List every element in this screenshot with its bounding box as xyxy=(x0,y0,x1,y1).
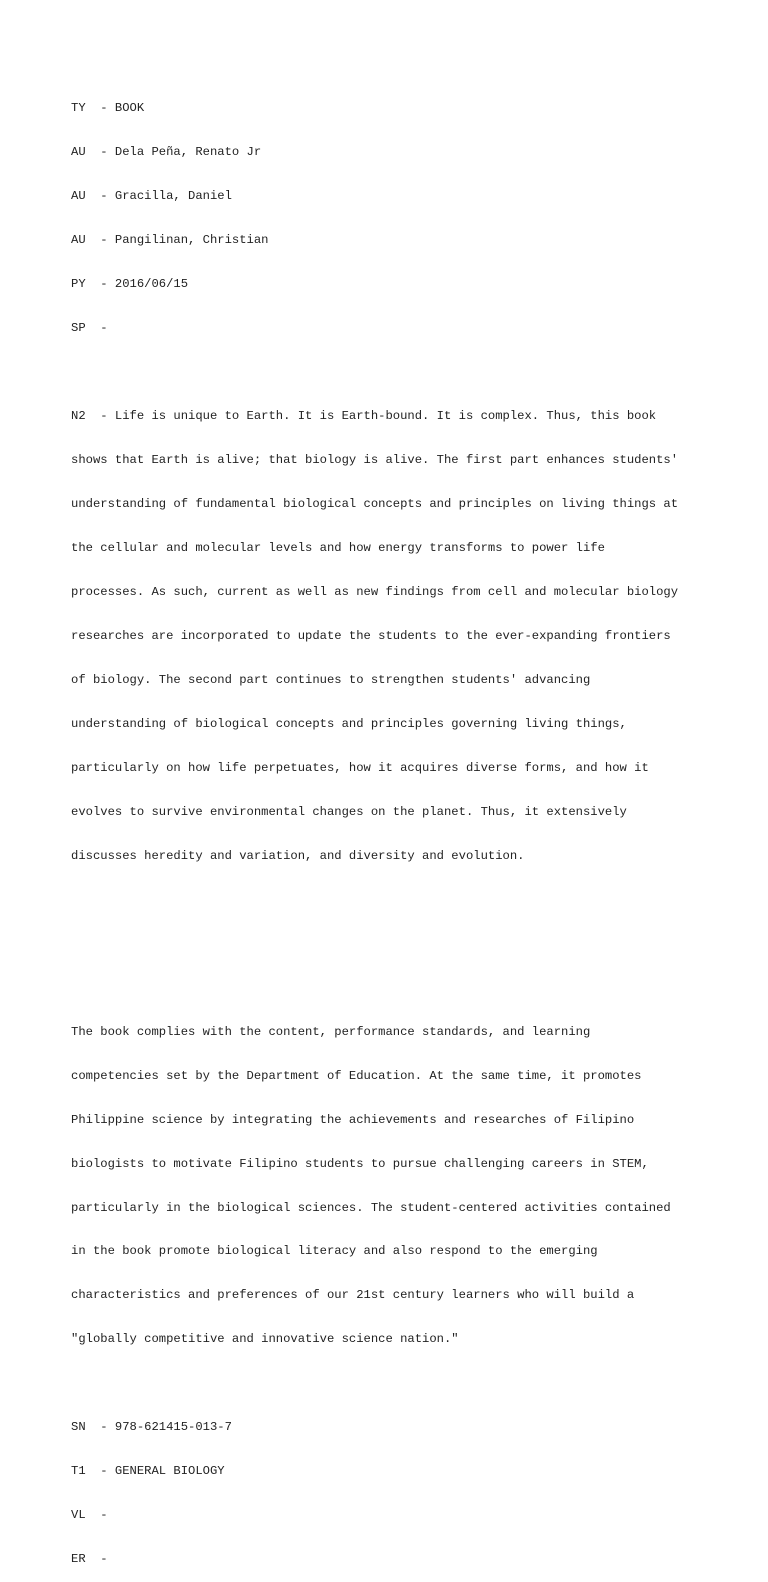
abstract-line: characteristics and preferences of our 21st century learners who will build a xyxy=(71,1288,635,1303)
author-line-2: AU - Gracilla, Daniel xyxy=(71,189,232,204)
author-line-1: AU - Dela Peña, Renato Jr xyxy=(71,145,262,160)
abstract-line: particularly on how life perpetuates, how it acquires diverse forms, and how it xyxy=(71,760,649,775)
abstract-line: of biology. The second part continues to strengthen students' advancing xyxy=(71,672,591,687)
paragraph-gap xyxy=(71,937,731,952)
ris-record xyxy=(71,72,731,1582)
abstract-line: discusses heredity and variation, and diversity and evolution. xyxy=(71,848,525,863)
title-line: T1 - GENERAL BIOLOGY xyxy=(71,1464,225,1479)
abstract-line: competencies set by the Department of Education. At the same time, it promotes xyxy=(71,1068,642,1083)
abstract-line: shows that Earth is alive; that biology is alive. The first part enhances students' xyxy=(71,453,679,468)
type-line: TY - BOOK xyxy=(71,101,145,116)
abstract-line: The book complies with the content, performance standards, and learning xyxy=(71,1024,591,1039)
abstract-line: biologists to motivate Filipino students to pursue challenging careers in STEM, xyxy=(71,1156,649,1171)
volume-line: VL - xyxy=(71,1508,115,1523)
abstract-line: N2 - Life is unique to Earth. It is Earth-bound. It is complex. Thus, this book xyxy=(71,409,657,424)
end-record-line: ER - xyxy=(71,1552,115,1567)
abstract-line: processes. As such, current as well as new findings from cell and molecular biology xyxy=(71,584,679,599)
abstract-paragraph-1 xyxy=(71,380,731,893)
abstract-line: Philippine science by integrating the achievements and researches of Filipino xyxy=(71,1112,635,1127)
abstract-line: particularly in the biological sciences. The student-centered activities contained xyxy=(71,1200,671,1215)
abstract-line: the cellular and molecular levels and how energy transforms to power life xyxy=(71,541,605,555)
abstract-line: understanding of biological concepts and principles governing living things, xyxy=(71,716,627,731)
abstract-line: understanding of fundamental biological concepts and principles on living things at xyxy=(71,497,679,512)
abstract-paragraph-2 xyxy=(71,995,731,1376)
abstract-line: in the book promote biological literacy and also respond to the emerging xyxy=(71,1244,598,1259)
abstract-line: "globally competitive and innovative science nation." xyxy=(71,1332,459,1347)
author-line-3: AU - Pangilinan, Christian xyxy=(71,233,269,248)
publication-year-line: PY - 2016/06/15 xyxy=(71,277,189,292)
abstract-line: evolves to survive environmental changes on the planet. Thus, it extensively xyxy=(71,804,627,819)
isbn-line: SN - 978-621415-013-7 xyxy=(71,1420,232,1435)
abstract-line: researches are incorporated to update the students to the ever-expanding frontiers xyxy=(71,628,671,643)
start-page-line: SP - xyxy=(71,321,115,336)
